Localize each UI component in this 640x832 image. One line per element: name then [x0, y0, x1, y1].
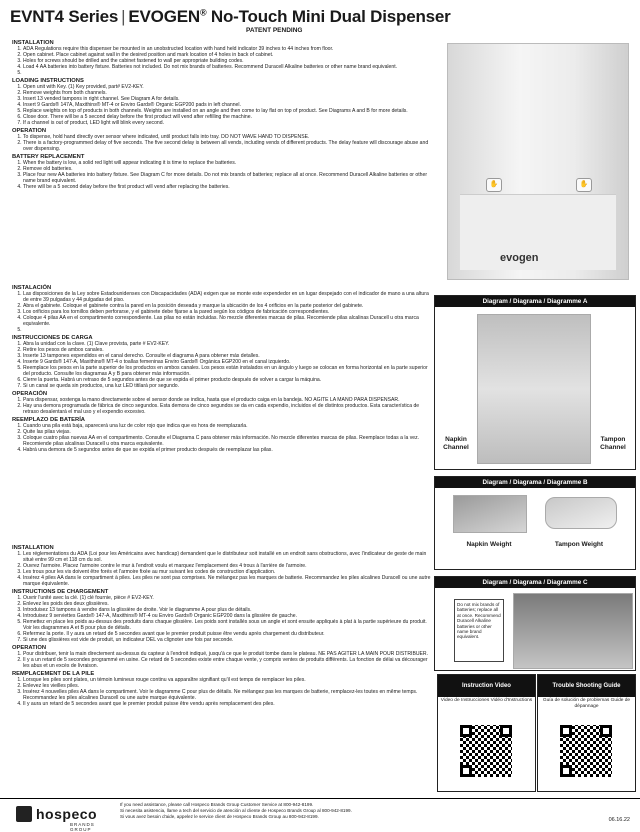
napkin-weight-image: [453, 495, 527, 533]
product-photo: [447, 43, 629, 280]
instruction-step: 1. To dispense, hold hand directly over sensor where indicated, until product falls into tray. DO NOT WAVE HAND TO DISPENSE.: [23, 134, 432, 140]
instruction-step: 3. Place four new AA batteries into battery fixture. See Diagram C for more details. Do not mix brands of batteries; replace all at once. Recommend Duracell Alkaline batteries or other name brand equivalent.: [23, 172, 432, 184]
diagram-a-image: [477, 314, 591, 464]
instruction-step: 2. Remove weights from both channels.: [23, 90, 432, 96]
instruction-step: 4. Load 4 AA batteries into battery fixture. Batteries not included. Do not mix brands of batteries. Recommend Duracell Alkaline batteries or other name brand equivalent.: [23, 64, 432, 70]
list-installation-es: [12, 291, 432, 333]
contact-info: [120, 802, 352, 820]
qr-finder: [560, 765, 572, 777]
instructions-spanish: [12, 285, 432, 453]
contact-spanish: Si necesita asistencia, llame a tech del servicio de atención al cliente de Hospeco Brands Group al 800-942-8199.: [120, 808, 352, 813]
qr-finder: [460, 765, 472, 777]
instruction-step: 3. Insert 13 vended tampons in right channel. See Diagram A for details.: [23, 96, 432, 102]
diagram-c-title: Diagram / Diagrama / Diagramme C: [435, 577, 635, 588]
list-battery-fr: [12, 677, 432, 707]
section-installation-es: INSTALACIÓN: [12, 285, 52, 291]
troubleshooting-guide-box[interactable]: [537, 674, 636, 792]
registered-mark: ®: [199, 7, 207, 18]
instruction-step: 4. Coloque 4 pilas AA en el compartimento correspondiente. Las pilas no están incluidas. No mezcle diferentes marcas de pilas. Recomiende pilas alcalinas Duracell u otra marca equivalente.: [23, 315, 432, 327]
instruction-step: 7. Si une des glissières est vide de produit, un indicateur DEL va clignoter une fois par seconde.: [23, 637, 432, 643]
title-separator: |: [121, 7, 126, 26]
section-loading-fr: INSTRUCTIONS DE CHARGEMENT: [12, 589, 109, 595]
title-product: No-Touch Mini Dual Dispenser: [210, 7, 451, 26]
diagram-b: [434, 476, 636, 570]
page-footer: [0, 798, 640, 832]
instruction-step: 4. Il y aura un retard de 5 secondes avant que le premier produit puisse être vendu après remplacement des piles.: [23, 701, 432, 707]
troubleshooting-guide-subtitle: Guía de solución de problemas Guide de dépannage: [542, 698, 631, 709]
instruction-step: 1. Lorsque les piles sont plates, un témoin lumineux rouge continu va apparaître signifiant qu'il est temps de remplacer les piles.: [23, 677, 432, 683]
hospeco-logo: [16, 806, 98, 832]
instruction-step: [23, 327, 432, 333]
instruction-step: 2. Enlevez les poids des deux glissières.: [23, 601, 432, 607]
qr-finder: [560, 725, 572, 737]
instruction-step: 5. Replace weights on top of products in both channels. Weights are installed on an angle and then come to lay flat on top of product. See Diagrams A and B for more details.: [23, 108, 432, 114]
qr-code-icon[interactable]: [460, 725, 512, 777]
diagram-a: [434, 295, 636, 470]
qr-code-icon[interactable]: [560, 725, 612, 777]
instruction-step: 7. Si un canal se queda sin productos, una luz LED titilará por segundo.: [23, 383, 432, 389]
instruction-step: 1. Las disposiciones de la Ley sobre Estadounidenses con Discapacidades (ADA) exigen que se monte este expendedor en un lugar despejado con el indicador de mano a una altura de entre 39 pulgadas y 44 pulgadas del piso.: [23, 291, 432, 303]
section-operation-es: OPERACIÓN: [12, 391, 48, 397]
title-brand: EVOGEN: [128, 7, 200, 26]
instructions-english: [12, 40, 432, 190]
instruction-video-title: Instruction Video: [438, 675, 535, 697]
instruction-step: 6. Cierre la puerta. Habrá un retraso de 5 segundos antes de que se expida el primer producto después de volver a cargar la máquina.: [23, 377, 432, 383]
instruction-step: 1. Les réglementations du ADA (Loi pour les Américains avec handicap) demandent que le distributeur soit installé en un endroit sans obstructions, avec l'indicateur de geste de main situé entre 99 cm et 118 cm du sol.: [23, 551, 432, 563]
instruction-step: 3. Les trous pour les vis doivent être forés et l'armoire fixée au mur suivant les codes de construction d'application.: [23, 569, 432, 575]
instruction-step: 4. Introduisez 9 serviettes Gards® 147-A, Maxithins® MT-4 ou Enviro Gards® Organic EGP200 dans la glissière de gauche.: [23, 613, 432, 619]
section-loading-en: LOADING INSTRUCTIONS: [12, 78, 84, 84]
list-loading-fr: [12, 595, 432, 643]
page-title: [10, 7, 630, 27]
brand-subtitle: BRANDS GROUP: [70, 822, 95, 832]
section-battery-fr: REMPLACEMENT DE LA PILE: [12, 671, 95, 677]
instruction-step: 1. ADA Regulations require this dispenser be mounted in an unobstructed location with hand held indicator 39 inches to 44 inches from floor.: [23, 46, 432, 52]
section-loading-es: INSTRUCCIONES DE CARGA: [12, 335, 93, 341]
diagram-a-title: Diagram / Diagrama / Diagramme A: [435, 296, 635, 307]
instruction-step: 3. Los orificios para los tornillos deben perforarse, y el gabinete debe fijarse a la pared según los códigos de fabricación correspondientes.: [23, 309, 432, 315]
diagram-b-title: Diagram / Diagrama / Diagramme B: [435, 477, 635, 488]
section-installation-en: INSTALLATION: [12, 40, 54, 46]
instruction-step: 4. Habrá una demora de 5 segundos antes de que se expida el primer producto después de reemplazar las pilas.: [23, 447, 432, 453]
instruction-step: 2. Hay una demora programada de fábrica de cinco segundos. Esta demora de cinco segundos se da en cada expendio, incluidos el de distintos productos. Esta característica de retraso desalentará el mal uso y el expendio excesivo.: [23, 403, 432, 415]
hand-sensor-icon: ✋: [486, 178, 502, 192]
instruction-step: 1. Abra la unidad con la clave. (1) Clave provista, parte # EV2-KEY.: [23, 341, 432, 347]
instruction-step: 3. Introduisez 13 tampons à vendre dans la glissière de droite. Voir le diagramme A pour plus de détails.: [23, 607, 432, 613]
instruction-step: 2. Abra el gabinete. Coloque el gabinete contra la pared en la posición deseada y marque la ubicación de los 4 orificios en la parte posterior del gabinete.: [23, 303, 432, 309]
section-operation-en: OPERATION: [12, 128, 47, 134]
list-operation-fr: [12, 651, 432, 669]
instruction-video-subtitle: Video de Instrucciones Vidéo d'Instructions: [440, 698, 533, 703]
instruction-step: 1. Ouvrir l'unité avec la clé. (1) clé fournie, pièce # EV2-KEY.: [23, 595, 432, 601]
tampon-weight-image: [545, 497, 617, 529]
qr-finder: [600, 725, 612, 737]
instruction-step: 1. Open unit with Key. (1) Key provided, part# EV2-KEY.: [23, 84, 432, 90]
battery-note: Do not mix brands of batteries; replace all at once. Recommend Duracell Alkaline batteries or other name brand equivalent.: [454, 599, 504, 662]
instruction-step: 3. Coloque cuatro pilas nuevas AA en el compartimento. Consulte el Diagrama C para obtener más información. No mezcle diferentes marcas de pilas. Reemplace todas a la vez. Recomiende pilas alcalinas Duracell u otra marca equivalente.: [23, 435, 432, 447]
troubleshooting-guide-title: Trouble Shooting Guide: [538, 675, 635, 697]
list-loading-es: [12, 341, 432, 389]
tampon-weight-label: Tampon Weight: [554, 541, 604, 548]
instruction-step: 6. Close door. There will be a 5 second delay before the first product will vend after refilling the machine.: [23, 114, 432, 120]
patent-pending: PATENT PENDING: [246, 27, 303, 34]
list-battery-en: [12, 160, 432, 190]
instruction-step: 2. Quite las pilas viejas.: [23, 429, 432, 435]
qr-finder: [460, 725, 472, 737]
title-series: EVNT4 Series: [10, 7, 119, 26]
instruction-video-box[interactable]: [437, 674, 536, 792]
list-installation-fr: [12, 551, 432, 587]
instruction-step: [23, 70, 432, 76]
list-operation-es: [12, 397, 432, 415]
napkin-channel-label: Napkin Channel: [443, 436, 469, 451]
instruction-step: 2. Open cabinet. Place cabinet against wall in the desired position and mark location of 4 holes in back of cabinet.: [23, 52, 432, 58]
instruction-step: 2. Remove old batteries.: [23, 166, 432, 172]
napkin-weight-label: Napkin Weight: [466, 541, 512, 548]
revision-date: 06.16.22: [608, 817, 630, 823]
hand-sensor-icon: ✋: [576, 178, 592, 192]
section-installation-fr: INSTALLATION: [12, 545, 54, 551]
battery-compartment-image: [513, 593, 633, 669]
instruction-step: 4. Insert 9 Gards® 147A, Maxithins® MT-4 or Enviro Gards® Organic EGP200 pads in left channel.: [23, 102, 432, 108]
list-installation-en: [12, 46, 432, 76]
list-loading-en: [12, 84, 432, 126]
brand-name: hospeco: [36, 806, 98, 822]
instruction-step: 4. Inserte 9 Gards® 147-A, Maxithins® MT-4 o toallas femeninas Enviro Gards® Orgánica EGP200 en el canal izquierdo.: [23, 359, 432, 365]
list-battery-es: [12, 423, 432, 453]
page-header: [10, 7, 630, 34]
instruction-step: 1. Para dispensar, sostenga la mano directamente sobre el sensor donde se indica, hasta que el producto caiga en la bandeja. NO AGITE LA MANO PARA DISPENSAR.: [23, 397, 432, 403]
instruction-step: 2. Ouvrez l'armoire. Placez l'armoire contre le mur à l'endroit voulu et marquez l'emplacement des 4 trous à l'arrière de l'armoire.: [23, 563, 432, 569]
list-operation-en: [12, 134, 432, 152]
section-operation-fr: OPERATION: [12, 645, 47, 651]
instruction-step: 3. Holes for screws should be drilled and the cabinet fastened to wall per appropriate building codes.: [23, 58, 432, 64]
instruction-step: 1. Pour distribuer, tenir la main directement au-dessus du capteur à l'endroit indiqué, jusqu'à ce que le produit tombe dans le plateau. NE PAS AGITER LA MAIN POUR DISTRIBUER.: [23, 651, 432, 657]
contact-english: If you need assistance, please call Hospeco Brands Group Customer Service at 800-942-8199.: [120, 802, 314, 807]
instruction-step: 2. There is a factory-programmed delay of five seconds. The five second delay is between all vends, including vends of different products. The delay feature will discourage abuse and over dispensing.: [23, 140, 432, 152]
instruction-step: 3. Inserte 13 tampones expendidos en el canal derecho. Consulte el diagrama A para obtener más detalles.: [23, 353, 432, 359]
instruction-step: 3. Insérez 4 nouvelles piles AA dans le compartiment. Voir le diagramme C pour plus de détails. Ne mélangez pas les marques de batterie, remplacez-les toutes en même temps. Recommandez les piles alcalines Duracell ou une autre marque équivalente.: [23, 689, 432, 701]
instruction-step: 4. There will be a 5 second delay before the first product will vend after replacing the batteries.: [23, 184, 432, 190]
instruction-step: 2. Retire los pesos de ambos canales.: [23, 347, 432, 353]
instructions-french: [12, 545, 432, 707]
instruction-step: 7. If a channel is out of product, LED light will blink every second.: [23, 120, 432, 126]
section-battery-en: BATTERY REPLACEMENT: [12, 154, 85, 160]
instruction-step: 4. Insérez 4 piles AA dans le compartiment à piles. Les piles ne sont pas comprises. Ne mélangez pas les marques de batterie. Recommandez les piles alcalines Duracell ou une autre marque équivalente.: [23, 575, 432, 587]
instruction-step: 2. Enlevez les vieilles piles.: [23, 683, 432, 689]
instruction-step: 5. Reemplace los pesos en la parte superior de los productos en ambos canales. Los pesos están instalados en un ángulo y luego se colocan en forma horizontal en la parte superior del producto. Consulte los diagramas A y B para obtener más información.: [23, 365, 432, 377]
instruction-step: 6. Refermez la porte. Il y aura un retard de 5 secondes avant que le premier produit puisse être vendu après chargement du distributeur.: [23, 631, 432, 637]
section-battery-es: REEMPLAZO DE BATERÍA: [12, 417, 85, 423]
instruction-step: 2. Il y a un retard de 5 secondes programmé en usine. Ce retard de 5 secondes existe entre chaque vente, y compris ventes de produits différents. La fonction de délai va décourager les abus et un excès de livraison.: [23, 657, 432, 669]
tampon-channel-label: Tampon Channel: [600, 436, 626, 451]
hospeco-mark-icon: [16, 806, 32, 822]
instruction-step: 5. Remettez en place les poids au-dessus des produits dans chaque glissière. Les poids sont installés sous un angle et sont ensuite appliqués à plat à la partie supérieure du produit. Voir les diagrammes A et B pour plus de détails.: [23, 619, 432, 631]
instruction-step: 1. Cuando una pila está baja, aparecerá una luz de color rojo que indica que es hora de reemplazarla.: [23, 423, 432, 429]
qr-finder: [500, 725, 512, 737]
instruction-step: 1. When the battery is low, a solid red light will appear indicating it is time to replace the batteries.: [23, 160, 432, 166]
product-logo: evogen: [500, 252, 539, 264]
contact-french: Si vous avez besoin d'aide, appelez le service client de Hospeco Brands Group au 800-942-8199.: [120, 814, 319, 819]
